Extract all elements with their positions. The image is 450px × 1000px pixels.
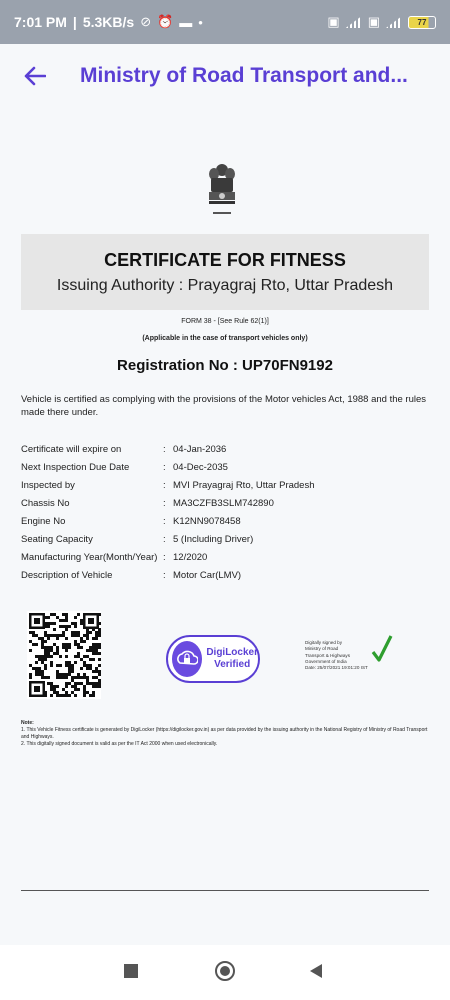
status-time: 7:01 PM — [14, 14, 67, 30]
detail-label: Seating Capacity — [21, 533, 93, 545]
hd-icon-2: ▣ — [367, 14, 380, 29]
qr-code — [27, 611, 101, 699]
detail-row: Certificate will expire on : 04-Jan-2036 — [21, 440, 431, 458]
form-note: (Applicable in the case of transport vehicles only) — [142, 335, 308, 342]
note-item: 2. This digitally signed document is valid as per the IT Act 2000 when used electronically. — [21, 741, 218, 747]
detail-value: 04-Dec-2035 — [173, 461, 228, 473]
detail-label: Manufacturing Year(Month/Year) — [21, 551, 158, 563]
signature-line: Ministry of Road — [305, 646, 339, 652]
detail-label: Chassis No — [21, 497, 70, 509]
dot-icon: • — [198, 14, 203, 30]
detail-label: Certificate will expire on — [21, 443, 122, 455]
digilocker-verified-badge — [166, 635, 260, 683]
vehicle-details — [21, 440, 431, 584]
detail-label: Next Inspection Due Date — [21, 461, 130, 473]
hd-icon: ▣ — [327, 14, 340, 29]
detail-value: 5 (Including Driver) — [173, 533, 254, 545]
signal-icon — [346, 16, 362, 28]
detail-value: K12NN9078458 — [173, 515, 241, 527]
detail-row: Engine No : K12NN9078458 — [21, 512, 431, 530]
form-number: FORM 38 - [See Rule 62(1)] — [181, 318, 269, 325]
certificate-title: CERTIFICATE FOR FITNESS — [104, 250, 346, 270]
detail-row: Seating Capacity : 5 (Including Driver) — [21, 530, 431, 548]
notes-title: Note: — [21, 720, 34, 726]
check-icon — [371, 634, 393, 664]
detail-value: 04-Jan-2036 — [173, 443, 227, 455]
detail-row: Description of Vehicle : Motor Car(LMV) — [21, 566, 431, 584]
detail-row: Chassis No : MA3CZFB3SLM742890 — [21, 494, 431, 512]
digilocker-logo-icon — [172, 641, 202, 677]
system-nav-bar — [0, 945, 450, 1000]
signature-line: Digitally signed by — [305, 640, 343, 645]
back-triangle-icon[interactable] — [310, 964, 322, 978]
national-emblem-icon — [205, 160, 239, 220]
certification-statement: Vehicle is certified as complying with the provisions of the Motor vehicles Act, 1988 and the rules made there under. — [21, 394, 427, 418]
digital-signature — [305, 640, 395, 682]
signature-date: Date: 25/07/2021 19:01:20 IST — [305, 665, 368, 671]
detail-row: Manufacturing Year(Month/Year) : 12/2020 — [21, 548, 431, 566]
page-title: Ministry of Road Transport and... — [80, 64, 408, 87]
message-icon: ▬ — [179, 14, 193, 30]
mute-icon: ⊘ — [140, 14, 152, 29]
detail-label: Inspected by — [21, 479, 75, 491]
status-bar: 7:01 PM | 5.3KB/s ⊘ ⏰ ▬ • ▣ ▣ 77 — [0, 0, 450, 44]
issuing-authority: Issuing Authority : Prayagraj Rto, Uttar Pradesh — [56, 277, 394, 294]
detail-label: Engine No — [21, 515, 66, 527]
network-speed: 5.3KB/s — [82, 14, 135, 30]
detail-value: Motor Car(LMV) — [173, 569, 242, 581]
back-button[interactable] — [18, 59, 52, 93]
signal-icon-2 — [386, 16, 402, 28]
detail-value: MA3CZFB3SLM742890 — [173, 497, 274, 509]
battery-icon: 77 — [408, 16, 436, 29]
home-circle-icon[interactable] — [215, 961, 235, 981]
app-bar — [0, 44, 450, 108]
certificate-header — [21, 234, 429, 310]
detail-label: Description of Vehicle — [21, 569, 113, 581]
detail-row: Inspected by : MVI Prayagraj Rto, Uttar Pradesh — [21, 476, 431, 494]
registration-number: Registration No : UP70FN9192 — [117, 357, 333, 374]
notes-section — [21, 720, 431, 748]
note-item: 1. This Vehicle Fitness certificate is generated by DigiLocker (https://digilocker.gov.in) as per data provided by the issuing authority in the National Registry of Ministry of Road Transport and Highways. — [21, 727, 428, 740]
badge-line-1: DigiLocker — [206, 647, 258, 658]
detail-value: 12/2020 — [173, 551, 208, 563]
badge-line-2: Verified — [214, 659, 251, 670]
recents-square-icon[interactable] — [124, 964, 138, 978]
arrow-left-icon — [24, 66, 46, 86]
divider — [21, 890, 429, 891]
alarm-icon: ⏰ — [157, 14, 174, 29]
detail-value: MVI Prayagraj Rto, Uttar Pradesh — [173, 479, 315, 491]
signature-line: Government of India — [305, 658, 347, 664]
detail-row: Next Inspection Due Date : 04-Dec-2035 — [21, 458, 431, 476]
signature-line: Transport & Highways — [305, 652, 351, 658]
